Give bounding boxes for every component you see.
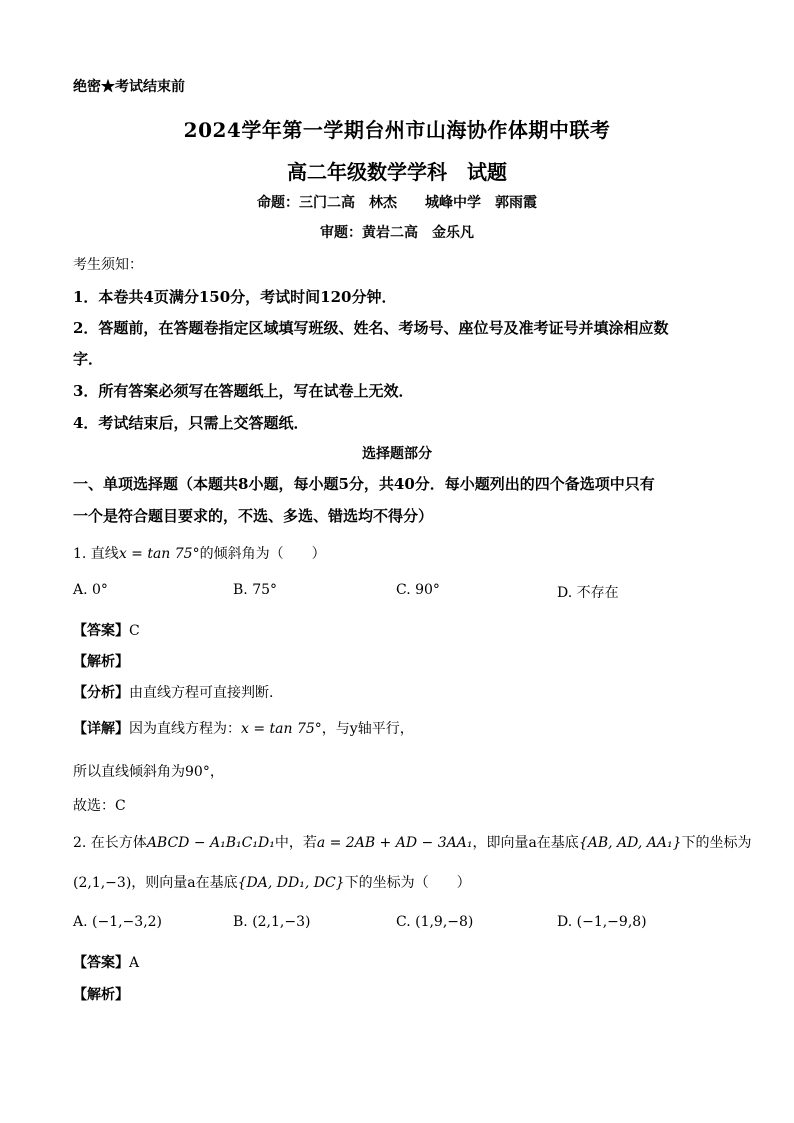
question-1 xyxy=(73,543,326,563)
q1-fenxi xyxy=(73,682,273,702)
q2-option-c: C. (1,9,−8) xyxy=(396,914,474,930)
q2-l1-a: 2. 在长方体 xyxy=(73,835,147,851)
q1-xiangjie xyxy=(73,718,414,738)
q1-xiangjie-b: ，与y轴平行， xyxy=(321,721,414,737)
q2-option-d: D. (−1,−9,8) xyxy=(557,914,647,930)
q1-conclusion: 所以直线倾斜角为90°， xyxy=(73,764,224,780)
q1-option-d: D. 不存在 xyxy=(557,585,619,601)
notice-item-3: 3．所有答案必须写在答题纸上，写在试卷上无效． xyxy=(73,382,414,400)
q2-l1-c: ，即向量a在基底 xyxy=(472,835,579,851)
notice-item-2: 2．答题前，在答题卷指定区域填写班级、姓名、考场号、座位号及准考证号并填涂相应数 xyxy=(73,319,669,337)
q2-l2-b: 下的坐标为（ ） xyxy=(344,875,471,891)
q2-option-a: A. (−1,−3,2) xyxy=(73,914,163,930)
author-line: 命题：三门二高 林杰 城峰中学 郭雨霞 xyxy=(257,195,537,211)
q1-option-b: B. 75° xyxy=(233,582,278,598)
q1-option-c: C. 90° xyxy=(396,582,440,598)
part-instructions-line1: 一、单项选择题（本题共8小题，每小题5分，共40分．每小题列出的四个备选项中只有 xyxy=(73,475,655,493)
q1-answer-value: C xyxy=(129,623,140,639)
q1-option-a: A. 0° xyxy=(73,582,108,598)
confidential-mark: 绝密★考试结束前 xyxy=(73,79,185,95)
exam-title: 2024学年第一学期台州市山海协作体期中联考 xyxy=(183,118,611,142)
question-2-line1 xyxy=(73,832,752,852)
q1-choice: 故选：C xyxy=(73,798,126,814)
q2-solid: ABCD − A₁B₁C₁D₁ xyxy=(146,835,275,851)
q2-l1-d: 下的坐标为 xyxy=(681,835,752,851)
q1-fenxi-label: 【分析】 xyxy=(73,685,129,701)
q1-fenxi-text: 由直线方程可直接判断. xyxy=(129,685,274,701)
question-2-line2 xyxy=(73,872,471,892)
reviewer-line: 审题：黄岩二高 金乐凡 xyxy=(320,225,474,241)
q2-analysis-label: 【解析】 xyxy=(73,987,129,1003)
q2-option-b: B. (2,1,−3) xyxy=(233,914,311,930)
section-title: 选择题部分 xyxy=(362,446,432,462)
q1-prefix: 1. 直线 xyxy=(73,546,119,562)
q1-analysis-label: 【解析】 xyxy=(73,654,129,670)
q2-coord: (2,1,−3) xyxy=(73,875,132,891)
q1-xiangjie-a: 因为直线方程为： xyxy=(129,721,241,737)
exam-subtitle: 高二年级数学学科 试题 xyxy=(287,160,507,184)
q2-analysis xyxy=(73,984,129,1004)
q2-l2-a: ，则向量a在基底 xyxy=(131,875,238,891)
notice-heading: 考生须知： xyxy=(73,257,143,273)
q1-analysis xyxy=(73,651,129,671)
q1-answer-label: 【答案】 xyxy=(73,623,129,639)
q2-answer-value: A xyxy=(129,955,140,971)
q2-basis-1: {AB, AD, AA₁} xyxy=(578,835,682,851)
q2-vector-eq: a = 2AB + AD − 3AA₁ xyxy=(316,835,473,851)
q1-answer xyxy=(73,620,140,640)
q1-suffix: 的倾斜角为（ ） xyxy=(199,546,326,562)
part-instructions-line2: 一个是符合题目要求的，不选、多选、错选均不得分） xyxy=(73,507,434,525)
q2-l1-b: 中，若 xyxy=(274,835,317,851)
notice-item-4: 4．考试结束后，只需上交答题纸． xyxy=(73,414,309,432)
notice-item-2-cont: 字． xyxy=(73,350,104,368)
notice-item-1: 1．本卷共4页满分150分，考试时间120分钟． xyxy=(73,288,397,306)
q1-math: x = tan 75° xyxy=(118,546,200,562)
q1-xiangjie-math: x = tan 75° xyxy=(241,721,322,737)
q2-answer-label: 【答案】 xyxy=(73,955,129,971)
q1-xiangjie-label: 【详解】 xyxy=(73,721,129,737)
q2-basis-2: {DA, DD₁, DC} xyxy=(237,875,345,891)
q2-answer xyxy=(73,952,139,972)
